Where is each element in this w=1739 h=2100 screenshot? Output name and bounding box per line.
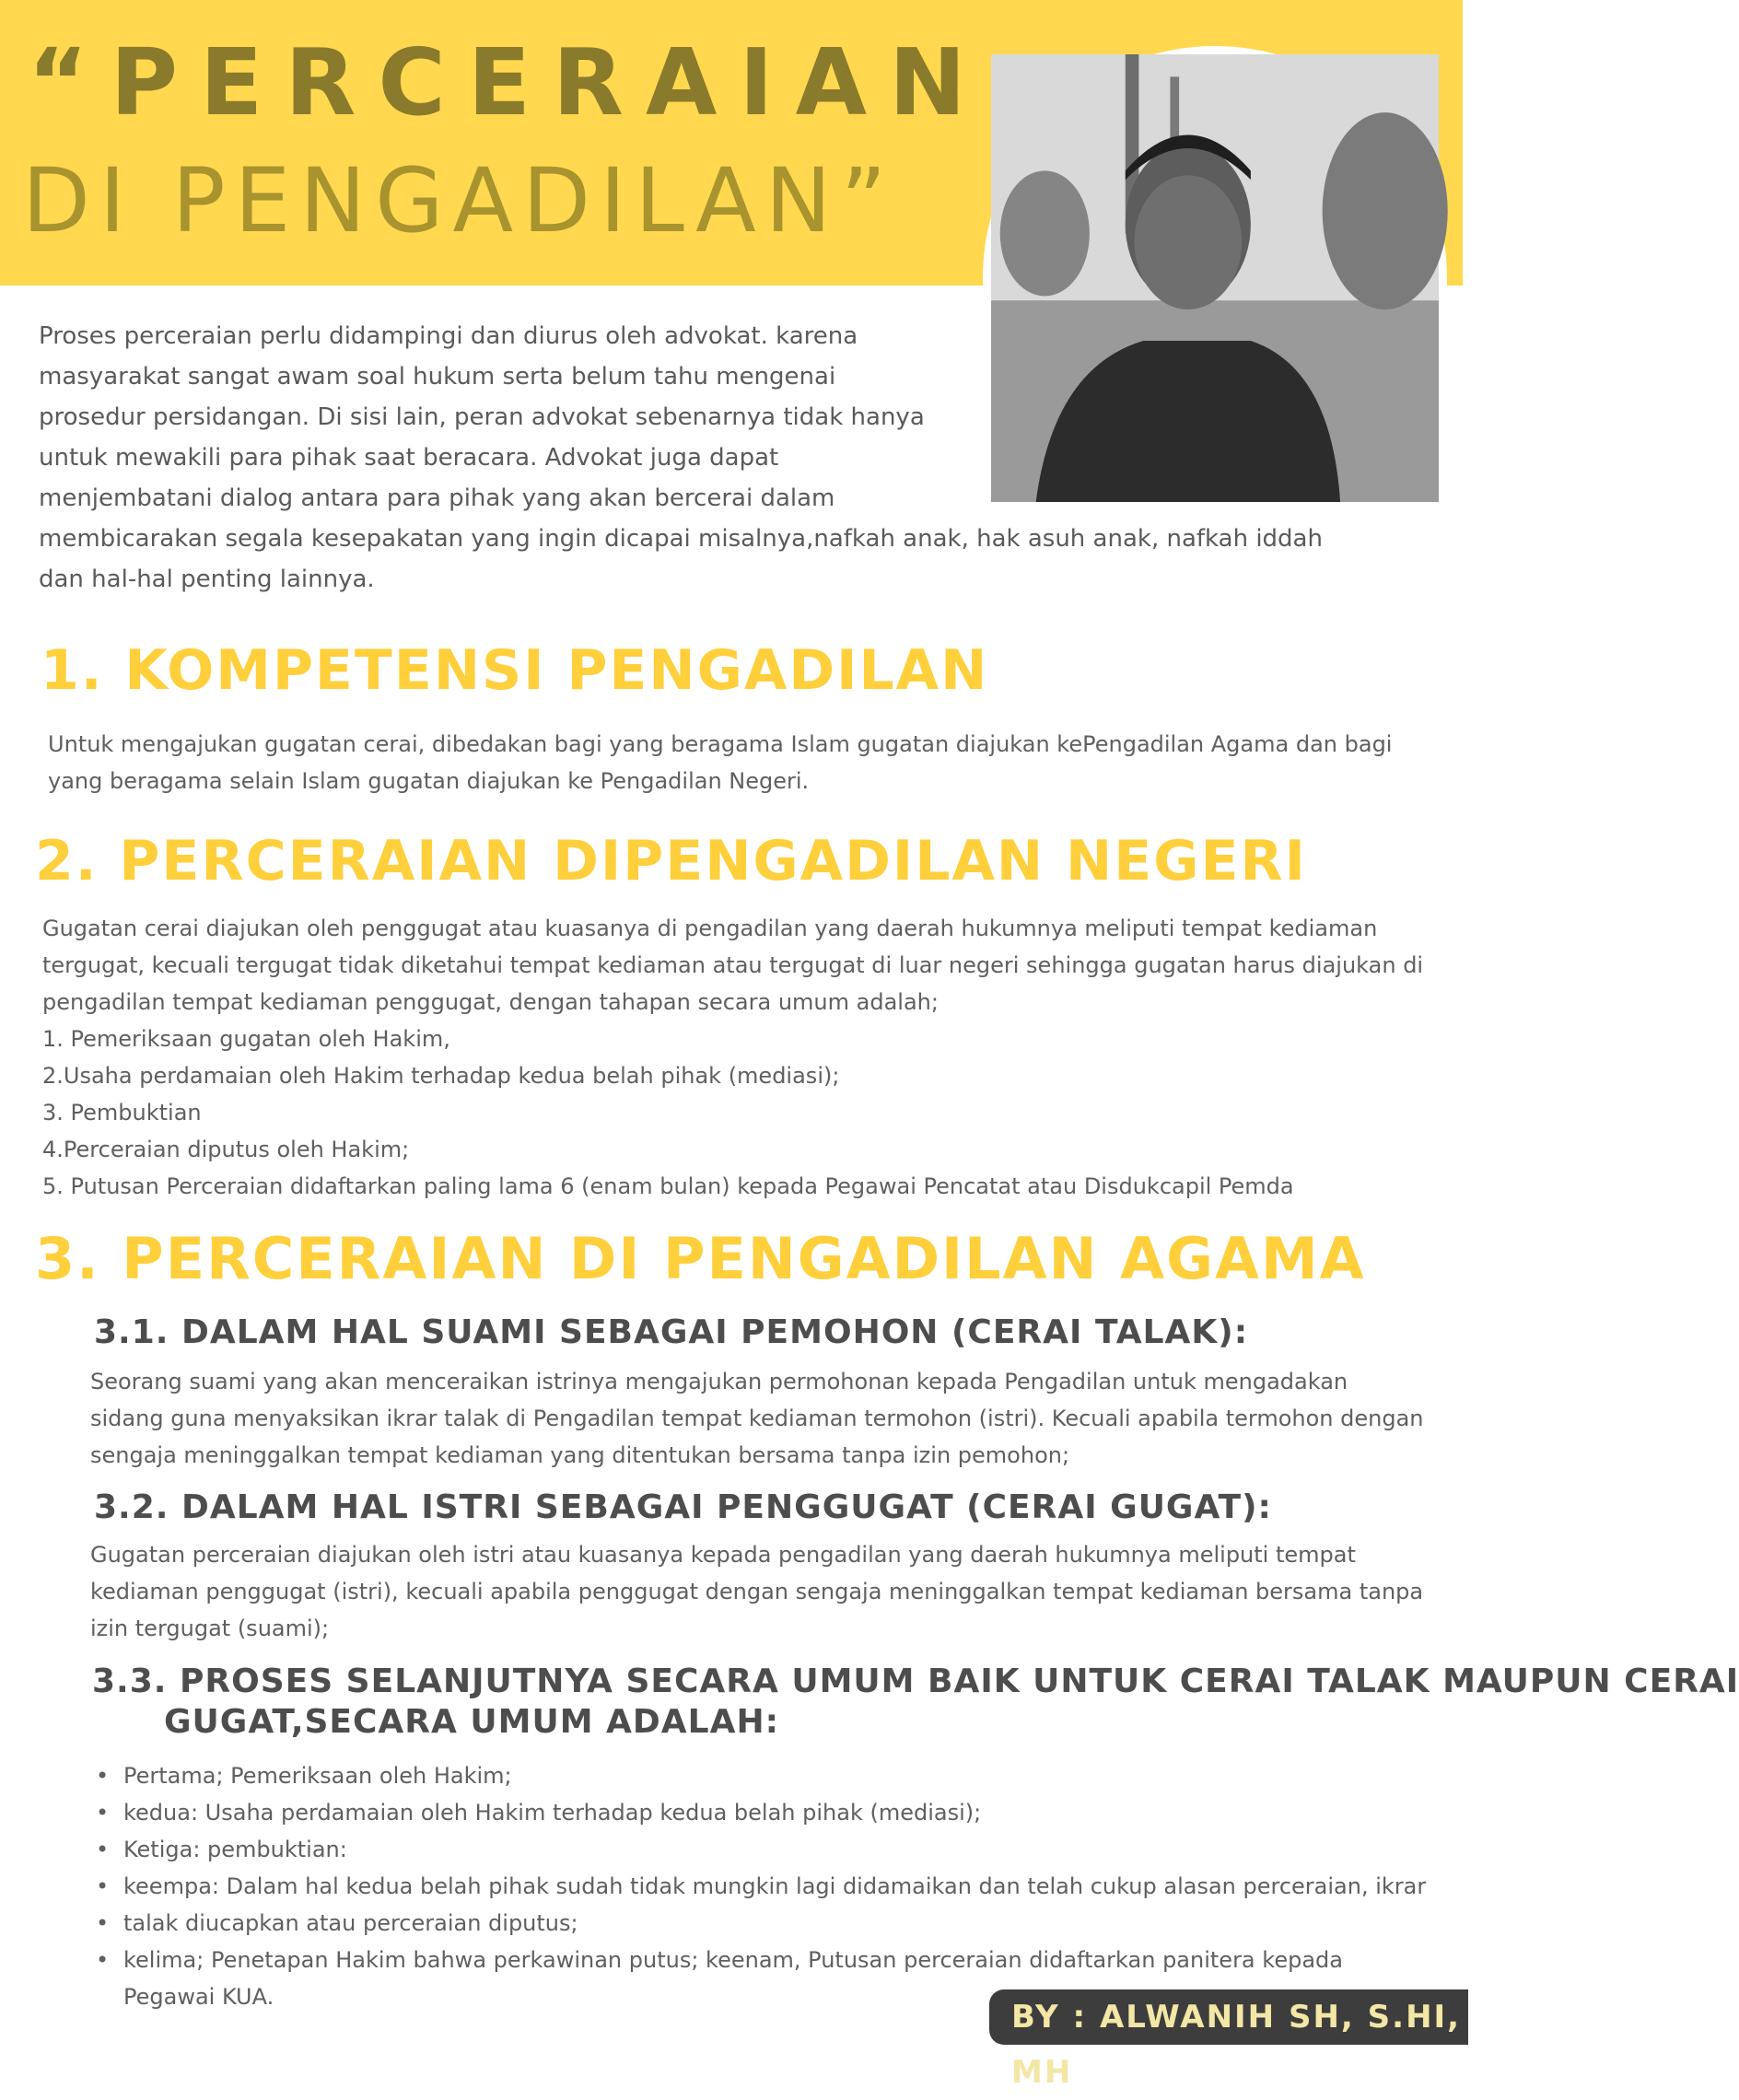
text-line: Gugatan perceraian diajukan oleh istri atau kuasanya kepada pengadilan yang daerah hukumnya meliputi tempat bbox=[90, 1542, 1356, 1568]
list-item bbox=[92, 1831, 1426, 1868]
bullet-icon: • bbox=[96, 1837, 110, 1862]
subsection-3-1-paragraph bbox=[90, 1363, 1424, 1474]
text-line: membicarakan segala kesepakatan yang ingin dicapai misalnya,nafkah anak, hak asuh anak, nafkah iddah bbox=[39, 525, 1323, 553]
list-item-text: kedua: Usaha perdamaian oleh Hakim terhadap kedua belah pihak (mediasi); bbox=[123, 1800, 982, 1826]
list-item-text: Ketiga: pembuktian: bbox=[123, 1837, 347, 1862]
list-item-text: kelima; Penetapan Hakim bahwa perkawinan putus; keenam, Putusan perceraian didaftarkan panitera kepada bbox=[123, 1947, 1343, 1973]
list-item-text: Pertama; Pemeriksaan oleh Hakim; bbox=[123, 1763, 512, 1789]
list-item-text: keempa: Dalam hal kedua belah pihak sudah tidak mungkin lagi didamaikan dan telah cukup alasan perceraian, ikrar bbox=[123, 1873, 1427, 1899]
title-line-1: “PERCERAIAN bbox=[28, 29, 988, 136]
title-line-2: DI PENGADILAN” bbox=[22, 149, 896, 252]
text-line: 3.2. DALAM HAL ISTRI SEBAGAI PENGGUGAT (CERAI GUGAT): bbox=[94, 1488, 1272, 1526]
text-line: Gugatan cerai diajukan oleh penggugat atau kuasanya di pengadilan yang daerah hukumnya meliputi tempat kediaman bbox=[42, 916, 1378, 941]
text-line: izin tergugat (suami); bbox=[90, 1616, 330, 1641]
text-line: pengadilan tempat kediaman penggugat, dengan tahapan secara umum adalah; bbox=[42, 989, 939, 1015]
steps-item: 1. Pemeriksaan gugatan oleh Hakim, bbox=[42, 1026, 450, 1052]
text-line: tergugat, kecuali tergugat tidak diketahui tempat kediaman atau tergugat di luar negeri sehingga gugatan harus diajukan di bbox=[42, 952, 1424, 978]
text-line: sengaja meninggalkan tempat kediaman yang ditentukan bersama tanpa izin pemohon; bbox=[90, 1442, 1070, 1468]
subsection-3-2-paragraph bbox=[90, 1536, 1423, 1647]
steps-item: 5. Putusan Perceraian didaftarkan paling lama 6 (enam bulan) kepada Pegawai Pencatat atau Disdukcapil Pemda bbox=[42, 1173, 1294, 1199]
subsection-3-1-heading bbox=[94, 1312, 1248, 1353]
text-line: menjembatani dialog antara para pihak yang akan bercerai dalam bbox=[39, 484, 835, 512]
list-item-continuation: Pegawai KUA. bbox=[123, 1984, 274, 2010]
list-item bbox=[92, 1905, 1426, 1942]
section-3-heading: 3. PERCERAIAN DI PENGADILAN AGAMA bbox=[35, 1225, 1366, 1292]
list-item-text: talak diucapkan atau perceraian diputus; bbox=[123, 1910, 578, 1936]
list-item bbox=[92, 1794, 1426, 1831]
text-line: kediaman penggugat (istri), kecuali apabila penggugat dengan sengaja meninggalkan tempat kediaman bersama tanpa bbox=[90, 1579, 1424, 1604]
section-1-heading: 1. KOMPETENSI PENGADILAN bbox=[41, 638, 989, 703]
process-list bbox=[92, 1757, 1426, 2015]
intro-paragraph bbox=[39, 316, 1430, 600]
text-line: prosedur persidangan. Di sisi lain, peran advokat sebenarnya tidak hanya bbox=[39, 403, 925, 431]
author-badge: BY : ALWANIH SH, S.HI, MH bbox=[989, 1989, 1468, 2045]
steps-item: 4.Perceraian diputus oleh Hakim; bbox=[42, 1137, 410, 1162]
section-2-paragraph bbox=[42, 910, 1423, 1205]
bullet-icon: • bbox=[96, 1800, 110, 1826]
section-2-heading: 2. PERCERAIAN DIPENGADILAN NEGERI bbox=[35, 829, 1307, 893]
text-line: Seorang suami yang akan menceraikan istrinya mengajukan permohonan kepada Pengadilan untuk mengadakan bbox=[90, 1369, 1348, 1394]
text-line: untuk mewakili para pihak saat beracara. Advokat juga dapat bbox=[39, 444, 779, 472]
text-line: Untuk mengajukan gugatan cerai, dibedakan bagi yang beragama Islam gugatan diajukan kePengadilan Agama dan bagi bbox=[48, 731, 1393, 757]
text-line: masyarakat sangat awam soal hukum serta belum tahu mengenai bbox=[39, 363, 836, 391]
steps-item: 2.Usaha perdamaian oleh Hakim terhadap kedua belah pihak (mediasi); bbox=[42, 1063, 840, 1089]
list-item bbox=[92, 1868, 1426, 1905]
bullet-icon: • bbox=[96, 1947, 110, 1973]
list-item bbox=[92, 1757, 1426, 1794]
text-line: 3.1. DALAM HAL SUAMI SEBAGAI PEMOHON (CERAI TALAK): bbox=[94, 1313, 1249, 1351]
text-line: yang beragama selain Islam gugatan diajukan ke Pengadilan Negeri. bbox=[48, 768, 810, 794]
text-line: GUGAT,SECARA UMUM ADALAH: bbox=[164, 1703, 779, 1741]
text-line: 3.3. PROSES SELANJUTNYA SECARA UMUM BAIK UNTUK CERAI TALAK MAUPUN CERAI bbox=[92, 1662, 1739, 1700]
bullet-icon: • bbox=[96, 1910, 110, 1936]
section-1-paragraph bbox=[48, 726, 1392, 799]
bullet-icon: • bbox=[96, 1763, 110, 1789]
subsection-3-3-heading bbox=[92, 1662, 1739, 1743]
text-line: Proses perceraian perlu didampingi dan diurus oleh advokat. karena bbox=[39, 322, 858, 350]
text-line: sidang guna menyaksikan ikrar talak di Pengadilan tempat kediaman termohon (istri). Kecuali apabila termohon dengan bbox=[90, 1406, 1424, 1431]
subsection-3-2-heading bbox=[94, 1488, 1272, 1528]
text-line: dan hal-hal penting lainnya. bbox=[39, 566, 375, 593]
steps-item: 3. Pembuktian bbox=[42, 1100, 202, 1126]
bullet-icon: • bbox=[96, 1873, 110, 1899]
